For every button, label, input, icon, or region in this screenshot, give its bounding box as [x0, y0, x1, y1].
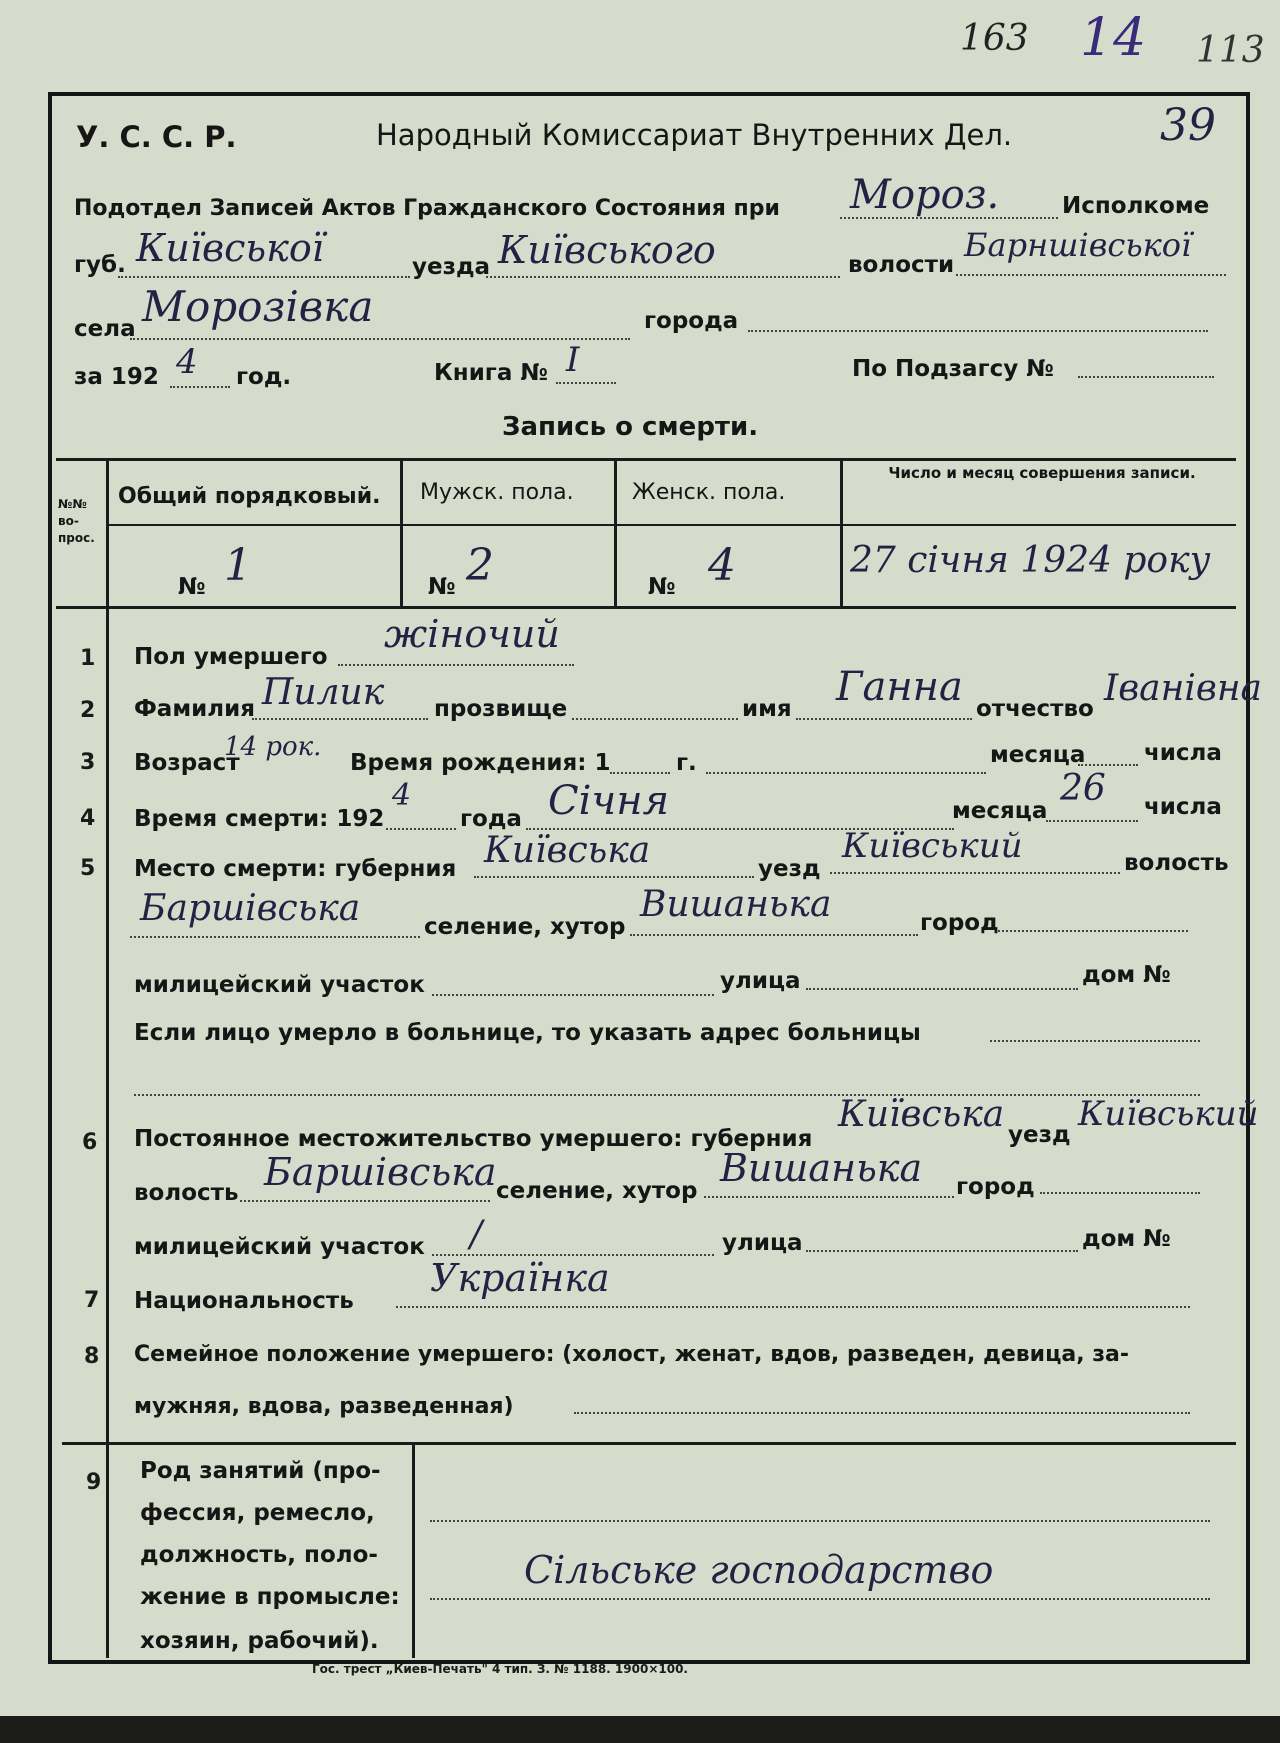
q8-line — [574, 1412, 1190, 1414]
q7-label: Национальность — [134, 1288, 354, 1314]
book-line — [556, 382, 616, 384]
col-date-label: Число и месяц совершения записи. — [888, 464, 1196, 482]
ministry-label: Народный Комиссариат Внутренних Дел. — [376, 118, 1013, 152]
q2-name-hw: Ганна — [836, 664, 963, 710]
q3-g-label: г. — [676, 750, 697, 776]
volost-line — [956, 274, 1226, 276]
q9-line-2 — [430, 1598, 1210, 1600]
q3-month-label: месяца — [990, 742, 1086, 768]
q6-label: Постоянное местожительство умершего: губерния — [134, 1126, 813, 1152]
male-num-sign: № — [428, 574, 456, 600]
council-hw: Мороз. — [850, 172, 1000, 218]
date-hw: 27 січня 1924 року — [850, 540, 1211, 581]
q2-hw: Пилик — [262, 672, 385, 713]
q2-patr-hw: Іванівна — [1104, 668, 1262, 709]
q9-num: 9 — [86, 1470, 102, 1495]
subregistry-label: По Подзагсу № — [852, 356, 1054, 382]
volost-hw: Барншівської — [964, 226, 1192, 264]
q2-patr-label: отчество — [976, 696, 1094, 722]
col-female-label: Женск. пола. — [632, 480, 786, 505]
general-hw: 1 — [224, 540, 252, 591]
q2-label: Фамилия — [134, 696, 255, 722]
book-label: Книга № — [434, 360, 549, 386]
q9-l1: Род занятий (про- — [140, 1458, 381, 1484]
year-line — [170, 386, 230, 388]
q2-line — [252, 718, 428, 720]
q4-day-label: числа — [1144, 794, 1222, 820]
q2-nick-label: прозвище — [434, 696, 568, 722]
q5-gub-hw: Київська — [484, 830, 651, 871]
q1-num: 1 — [80, 646, 96, 671]
q5-selo-hw: Вишанька — [640, 884, 832, 925]
col-line-1 — [106, 458, 109, 1658]
q1-label: Пол умершего — [134, 644, 328, 670]
male-hw: 2 — [466, 540, 494, 591]
q5-gorod-line — [998, 930, 1188, 932]
q9-l4: жение в промысле: — [140, 1584, 400, 1610]
council-line — [840, 217, 1058, 219]
q7-hw: Українка — [430, 1256, 610, 1300]
q5-uezd-line — [830, 872, 1120, 874]
q2-name-line — [796, 718, 972, 720]
q5-uezd-hw: Київський — [842, 826, 1023, 866]
scan-edge — [0, 1716, 1280, 1743]
q5-num: 5 — [80, 856, 96, 881]
q3-month-line — [706, 772, 986, 774]
q6-volost-label: волость — [134, 1180, 239, 1206]
q4-day-line — [1046, 820, 1138, 822]
executive-label: Исполкоме — [1062, 193, 1210, 219]
q3-hw: 14 рок. — [224, 732, 322, 762]
q4-goda-label: года — [460, 806, 522, 832]
q9-l3: должность, поло- — [140, 1542, 378, 1568]
q5-gub-line — [474, 876, 754, 878]
q5-hospital-label: Если лицо умерло в больнице, то указать адрес больницы — [134, 1020, 921, 1046]
q3-day-label: числа — [1144, 740, 1222, 766]
selo-label: села — [74, 316, 136, 342]
q6-gorod-line — [1040, 1192, 1200, 1194]
god-label: год. — [236, 364, 292, 390]
q6-militia-label: милицейский участок — [134, 1234, 425, 1260]
q5-street-label: улица — [720, 968, 801, 994]
q1-hw: жіночий — [384, 612, 560, 656]
q6-selo-hw: Вишанька — [720, 1146, 923, 1190]
q4-day-hw: 26 — [1060, 768, 1106, 809]
q6-selo-label: селение, хутор — [496, 1178, 698, 1204]
sheet-number: 14 — [1080, 8, 1147, 68]
record-title: Запись о смерти. — [502, 412, 759, 442]
q9-hw: Сільське господарство — [524, 1548, 994, 1592]
q5-gorod-label: город — [920, 910, 999, 936]
table-top — [56, 458, 1236, 461]
q5-volost-line — [130, 936, 420, 938]
uezd-line — [486, 276, 840, 278]
gorod-line — [748, 330, 1208, 332]
q4-year-line — [386, 828, 456, 830]
q5-militia-label: милицейский участок — [134, 972, 425, 998]
female-hw: 4 — [708, 540, 736, 591]
uezd-hw: Київського — [498, 228, 716, 272]
q4-num: 4 — [80, 806, 96, 831]
q5-hospital-line — [990, 1040, 1200, 1042]
republic-label: У. С. С. Р. — [76, 120, 237, 154]
q9-divider — [412, 1442, 415, 1658]
col-line-2 — [400, 458, 403, 608]
q4-month-label: месяца — [952, 798, 1048, 824]
year-label: за 192 — [74, 364, 159, 390]
selo-line — [130, 338, 630, 340]
print-footer: Гос. трест „Киев-Печать" 4 тип. З. № 1188. 1900×100. — [312, 1662, 688, 1676]
q6-num: 6 — [82, 1130, 98, 1155]
q6-volost-hw: Баршівська — [264, 1150, 497, 1194]
q6-volost-line — [240, 1200, 490, 1202]
q5-volost-label: волость — [1124, 850, 1229, 876]
q3-label: Возраст — [134, 750, 240, 776]
q2-num: 2 — [80, 698, 96, 723]
side-number: 39 — [1160, 100, 1216, 151]
q4-month-hw: Січня — [548, 778, 670, 824]
gorod-label: города — [644, 308, 739, 334]
q9-l5: хозяин, рабочий). — [140, 1628, 379, 1654]
q5-volost-hw: Баршівська — [140, 888, 361, 929]
volost-label: волости — [848, 252, 955, 278]
year-hw: 4 — [176, 342, 198, 382]
q7-line — [396, 1306, 1190, 1308]
q4-label: Время смерти: 192 — [134, 806, 385, 832]
q5-house-label: дом № — [1082, 962, 1171, 988]
q3-birth-label: Время рождения: 1 — [350, 750, 611, 776]
q6-street-label: улица — [722, 1230, 803, 1256]
q2-nick-line — [572, 718, 738, 720]
q9-line-1 — [430, 1520, 1210, 1522]
table-bottom — [56, 606, 1236, 609]
q6-uezd-hw: Київський — [1078, 1094, 1259, 1134]
uezd-label: уезда — [412, 254, 491, 280]
q3-num: 3 — [80, 750, 96, 775]
q6-gorod-label: город — [956, 1174, 1035, 1200]
q1-line — [338, 664, 574, 666]
col-line-3 — [614, 458, 617, 608]
q9-l2: фессия, ремесло, — [140, 1500, 375, 1526]
q6-house-label: дом № — [1082, 1226, 1171, 1252]
col-male-label: Мужск. пола. — [420, 480, 574, 505]
q5-hospital-line-2 — [134, 1094, 1200, 1096]
q8-label-2: мужняя, вдова, разведенная) — [134, 1394, 514, 1419]
book-hw: I — [566, 340, 580, 380]
q4-year-hw: 4 — [392, 778, 412, 813]
q5-selo-label: селение, хутор — [424, 914, 626, 940]
corner-number: 113 — [1196, 30, 1265, 71]
table-mid — [106, 524, 1236, 526]
q8-num: 8 — [84, 1344, 100, 1369]
selo-hw: Морозівка — [142, 282, 374, 331]
q5-uezd-label: уезд — [758, 856, 821, 882]
q5-street-line — [806, 988, 1078, 990]
col-line-4 — [840, 458, 843, 608]
guberniya-label: губ. — [74, 252, 126, 278]
subregistry-line — [1078, 376, 1214, 378]
col-qn-label: №№ во- прос. — [58, 497, 95, 545]
q6-selo-line — [704, 1196, 954, 1198]
female-num-sign: № — [648, 574, 676, 600]
col-general-label: Общий порядковый. — [118, 484, 381, 509]
q7-num: 7 — [84, 1288, 100, 1313]
archive-number: 163 — [960, 18, 1029, 59]
q5-label: Место смерти: губерния — [134, 856, 457, 882]
general-num-sign: № — [178, 574, 206, 600]
guberniya-hw: Київської — [136, 226, 324, 270]
q6-gub-hw: Київська — [838, 1094, 1005, 1135]
guberniya-line — [118, 276, 410, 278]
q9-top — [62, 1442, 1236, 1445]
q3-year-line — [610, 772, 670, 774]
q3-day-line — [1078, 764, 1138, 766]
q6-uezd-label: уезд — [1008, 1122, 1071, 1148]
office-line: Подотдел Записей Актов Гражданского Состояния при — [74, 196, 780, 221]
q6-militia-hw: / — [470, 1214, 483, 1255]
q5-militia-line — [432, 994, 714, 996]
q5-selo-line — [630, 934, 918, 936]
q8-label: Семейное положение умершего: (холост, женат, вдов, разведен, девица, за- — [134, 1342, 1130, 1367]
q6-street-line — [806, 1250, 1078, 1252]
q2-name-label: имя — [742, 696, 792, 722]
